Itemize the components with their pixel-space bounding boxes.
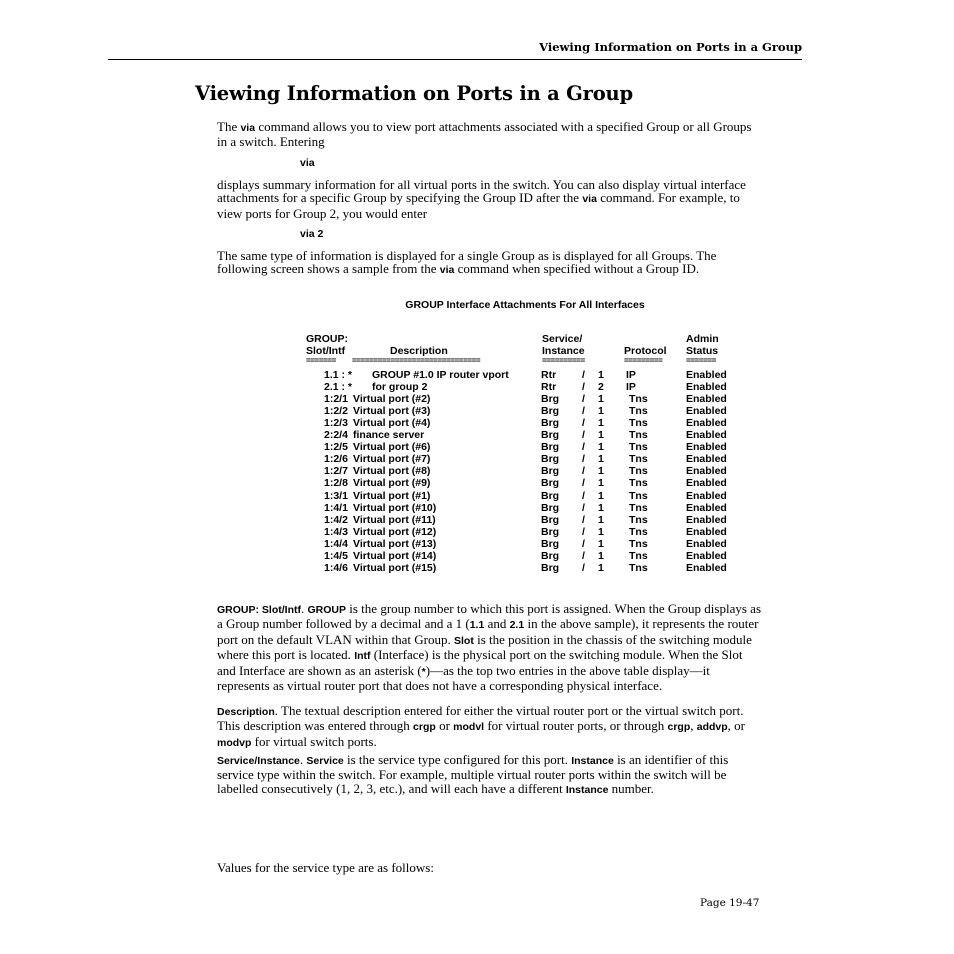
cell-admin-status: Enabled	[686, 537, 727, 550]
cell-description: Virtual port (#12)	[353, 525, 437, 538]
cell-admin-status: Enabled	[686, 525, 727, 538]
table-row	[0, 550, 954, 562]
cell-protocol: Tns	[629, 489, 648, 502]
cell-instance: 1	[598, 513, 604, 526]
cell-slot-intf: 1:2/5	[324, 441, 348, 454]
cell-slot-intf: 1:4/6	[324, 561, 348, 574]
cell-admin-status: Enabled	[686, 417, 727, 430]
cell-slot-intf: 1:2/3	[324, 417, 348, 430]
cell-description: Virtual port (#10)	[353, 501, 437, 514]
page-title: Viewing Information on Ports in a Group	[195, 82, 633, 105]
cell-admin-status: Enabled	[686, 513, 727, 526]
cell-description: Virtual port (#13)	[353, 537, 437, 550]
column-header-group: GROUP: Slot/Intf	[306, 333, 348, 357]
cell-admin-status: Enabled	[686, 489, 727, 502]
column-header-service: Service/ Instance	[542, 333, 585, 357]
cell-slot-intf: 1:4/4	[324, 537, 348, 550]
table-row	[0, 381, 954, 393]
cell-instance: 1	[598, 441, 604, 454]
column-header-description: Description	[390, 345, 448, 357]
column-header-protocol: Protocol	[624, 345, 667, 357]
cell-slash: /	[582, 549, 585, 562]
cell-slot-intf: 1:4/2	[324, 513, 348, 526]
definition-term: GROUP: Slot/Intf	[217, 604, 301, 616]
cell-instance: 1	[598, 393, 604, 406]
cell-instance: 1	[598, 477, 604, 490]
cell-slot-intf: 1:4/3	[324, 525, 348, 538]
command-example-via-2: via 2	[300, 228, 324, 240]
cell-protocol: Tns	[629, 477, 648, 490]
command-keyword: via	[240, 122, 256, 134]
cell-slot-intf: 1:2/7	[324, 465, 348, 478]
table-title: GROUP Interface Attachments For All Interfaces	[405, 299, 645, 311]
cell-instance: 1	[598, 417, 604, 430]
cell-instance: 2	[598, 381, 604, 394]
cell-service: Brg	[541, 393, 560, 406]
running-header: Viewing Information on Ports in a Group	[539, 40, 802, 54]
cell-slot-intf: 1:2/8	[324, 477, 348, 490]
cell-admin-status: Enabled	[686, 501, 727, 514]
table-row	[0, 429, 954, 441]
cell-slash: /	[582, 465, 585, 478]
cell-admin-status: Enabled	[686, 453, 727, 466]
cell-slash: /	[582, 513, 585, 526]
separator-description: ==============================	[352, 356, 481, 365]
cell-slash: /	[582, 393, 585, 406]
cell-slash: /	[582, 369, 585, 381]
definition-term: Description	[217, 706, 275, 718]
cell-service: Brg	[541, 489, 560, 502]
cell-service: Brg	[541, 513, 560, 526]
separator-protocol: =========	[624, 356, 663, 365]
cell-instance: 1	[598, 489, 604, 502]
cell-protocol: Tns	[629, 537, 648, 550]
cell-slash: /	[582, 441, 585, 454]
cell-slot-intf: 1:2/1	[324, 393, 348, 406]
table-row	[0, 465, 954, 477]
cell-service: Brg	[541, 417, 560, 430]
cell-slash: /	[582, 489, 585, 502]
page-number: Page 19-47	[700, 897, 760, 909]
cell-service: Brg	[541, 525, 560, 538]
intro-paragraph-2: displays summary information for all virtual ports in the switch. You can also display virtual interface attachments for a specific Group by specifying the Group ID after the via command. For example, to view ports for Group 2, you would enter	[217, 177, 746, 221]
cell-admin-status: Enabled	[686, 381, 727, 394]
cell-slash: /	[582, 501, 585, 514]
intro-paragraph-1: The via command allows you to view port attachments associated with a specified Group or all Groups in a switch. Entering	[217, 119, 752, 150]
cell-description: Virtual port (#6)	[353, 441, 431, 454]
command-keyword: via	[439, 264, 455, 277]
cell-admin-status: Enabled	[686, 393, 727, 406]
cell-description: Virtual port (#4)	[353, 417, 431, 430]
table-row	[0, 502, 954, 514]
cell-description: Virtual port (#8)	[353, 465, 431, 478]
cell-instance: 1	[598, 405, 604, 418]
table-row	[0, 514, 954, 526]
cell-slash: /	[582, 525, 585, 538]
table-row	[0, 538, 954, 550]
cell-slash: /	[582, 561, 585, 574]
definition-group: GROUP: Slot/Intf. GROUP is the group number to which this port is assigned. When the Group displays as a Group number followed by a decimal and a 1 (1.1 and 2.1 in the above sample), it represents the router port on the default VLAN within that Group. Slot is the position in the chassis of the switching module where this port is located. Intf (Interface) is the physical port on the switching module. When the Slot and Interface are shown as an asterisk (*)—as the top two entries in the above table display—it represents as virtual router port that does not have a corresponding physical interface.	[217, 601, 761, 694]
cell-service: Brg	[541, 405, 560, 418]
cell-instance: 1	[598, 561, 604, 574]
cell-protocol: Tns	[629, 513, 648, 526]
cell-instance: 1	[598, 465, 604, 478]
cell-protocol: Tns	[629, 429, 648, 442]
cell-description: finance server	[353, 429, 425, 442]
table-row	[0, 405, 954, 417]
table-row	[0, 490, 954, 502]
cell-service: Brg	[541, 501, 560, 514]
cell-admin-status: Enabled	[686, 549, 727, 562]
cell-slash: /	[582, 417, 585, 430]
cell-protocol: Tns	[629, 561, 648, 574]
intro-paragraph-3: The same type of information is displayed for a single Group as is displayed for all Groups. The following screen shows a sample from the via command when specified without a Group ID.	[217, 248, 717, 277]
cell-protocol: Tns	[629, 417, 648, 430]
cell-slash: /	[582, 381, 585, 394]
cell-service: Brg	[541, 453, 560, 466]
cell-service: Rtr	[541, 381, 557, 394]
cell-protocol: IP	[626, 369, 636, 381]
cell-protocol: Tns	[629, 453, 648, 466]
cell-service: Brg	[541, 477, 560, 490]
cell-instance: 1	[598, 525, 604, 538]
cell-protocol: Tns	[629, 525, 648, 538]
cell-description: Virtual port (#9)	[353, 477, 431, 490]
cell-service: Brg	[541, 549, 560, 562]
cell-protocol: Tns	[629, 393, 648, 406]
cell-admin-status: Enabled	[686, 369, 727, 381]
cell-description: Virtual port (#11)	[353, 513, 436, 526]
cell-service: Rtr	[541, 369, 557, 381]
cell-slot-intf: 1:4/1	[324, 501, 348, 514]
cell-protocol: Tns	[629, 549, 648, 562]
cell-admin-status: Enabled	[686, 477, 727, 490]
table-row	[0, 526, 954, 538]
cell-slash: /	[582, 429, 585, 442]
table-row	[0, 562, 954, 574]
cell-admin-status: Enabled	[686, 441, 727, 454]
cell-service: Brg	[541, 465, 560, 478]
cell-description: Virtual port (#7)	[353, 453, 431, 466]
cell-instance: 1	[598, 501, 604, 514]
table-row	[0, 393, 954, 405]
cell-instance: 1	[598, 549, 604, 562]
cell-slot-intf: 2:2/4	[324, 429, 348, 442]
cell-slash: /	[582, 405, 585, 418]
cell-description: Virtual port (#1)	[353, 489, 431, 502]
cell-service: Brg	[541, 429, 560, 442]
cell-protocol: Tns	[629, 465, 648, 478]
cell-protocol: Tns	[629, 441, 648, 454]
cell-slash: /	[582, 477, 585, 490]
cell-description: Virtual port (#15)	[353, 561, 437, 574]
cell-admin-status: Enabled	[686, 405, 727, 418]
cell-slot-intf: 1:4/5	[324, 549, 348, 562]
cell-description: Virtual port (#2)	[353, 393, 431, 406]
cell-description: for group 2	[372, 381, 428, 394]
cell-description: Virtual port (#14)	[353, 549, 437, 562]
command-example-via: via	[300, 157, 315, 169]
cell-instance: 1	[598, 369, 604, 381]
cell-service: Brg	[541, 537, 560, 550]
cell-slash: /	[582, 537, 585, 550]
separator-service: ==========	[542, 356, 585, 365]
cell-instance: 1	[598, 537, 604, 550]
separator-admin: =======	[686, 356, 716, 365]
table-row	[0, 417, 954, 429]
cell-slot-intf: 1:3/1	[324, 489, 348, 502]
separator-group: =======	[306, 356, 336, 365]
definition-description: Description. The textual description entered for either the virtual router port or the virtual switch port. This description was entered through crgp or modvl for virtual router ports, or through crgp, addvp, or modvp for virtual switch ports.	[217, 703, 746, 749]
cell-protocol: IP	[626, 381, 636, 394]
definition-service-instance: Service/Instance. Service is the service type configured for this port. Instance is an identifier of this service type within the switch. For example, multiple virtual router ports within the switch will be labelled consecutively (1, 2, 3, etc.), and will each have a different Instance number.	[217, 752, 729, 796]
cell-slot-intf: 2.1 : *	[324, 381, 353, 394]
table-row	[0, 441, 954, 453]
cell-slot-intf: 1:2/6	[324, 453, 348, 466]
column-header-admin-status: Admin Status	[686, 333, 719, 357]
cell-slot-intf: 1.1 : *	[324, 369, 353, 381]
table-row	[0, 369, 954, 381]
cell-description: Virtual port (#3)	[353, 405, 431, 418]
values-intro-line: Values for the service type are as follows:	[217, 860, 434, 875]
cell-admin-status: Enabled	[686, 429, 727, 442]
cell-protocol: Tns	[629, 501, 648, 514]
table-row	[0, 477, 954, 489]
header-rule	[108, 59, 802, 60]
cell-service: Brg	[541, 441, 560, 454]
command-keyword: via	[582, 193, 597, 206]
definition-term: Service/Instance	[217, 755, 300, 767]
cell-protocol: Tns	[629, 405, 648, 418]
cell-admin-status: Enabled	[686, 465, 727, 478]
cell-slot-intf: 1:2/2	[324, 405, 348, 418]
table-row	[0, 453, 954, 465]
cell-instance: 1	[598, 429, 604, 442]
cell-description: GROUP #1.0 IP router vport	[372, 369, 509, 381]
cell-instance: 1	[598, 453, 604, 466]
cell-slash: /	[582, 453, 585, 466]
cell-admin-status: Enabled	[686, 561, 727, 574]
cell-service: Brg	[541, 561, 560, 574]
